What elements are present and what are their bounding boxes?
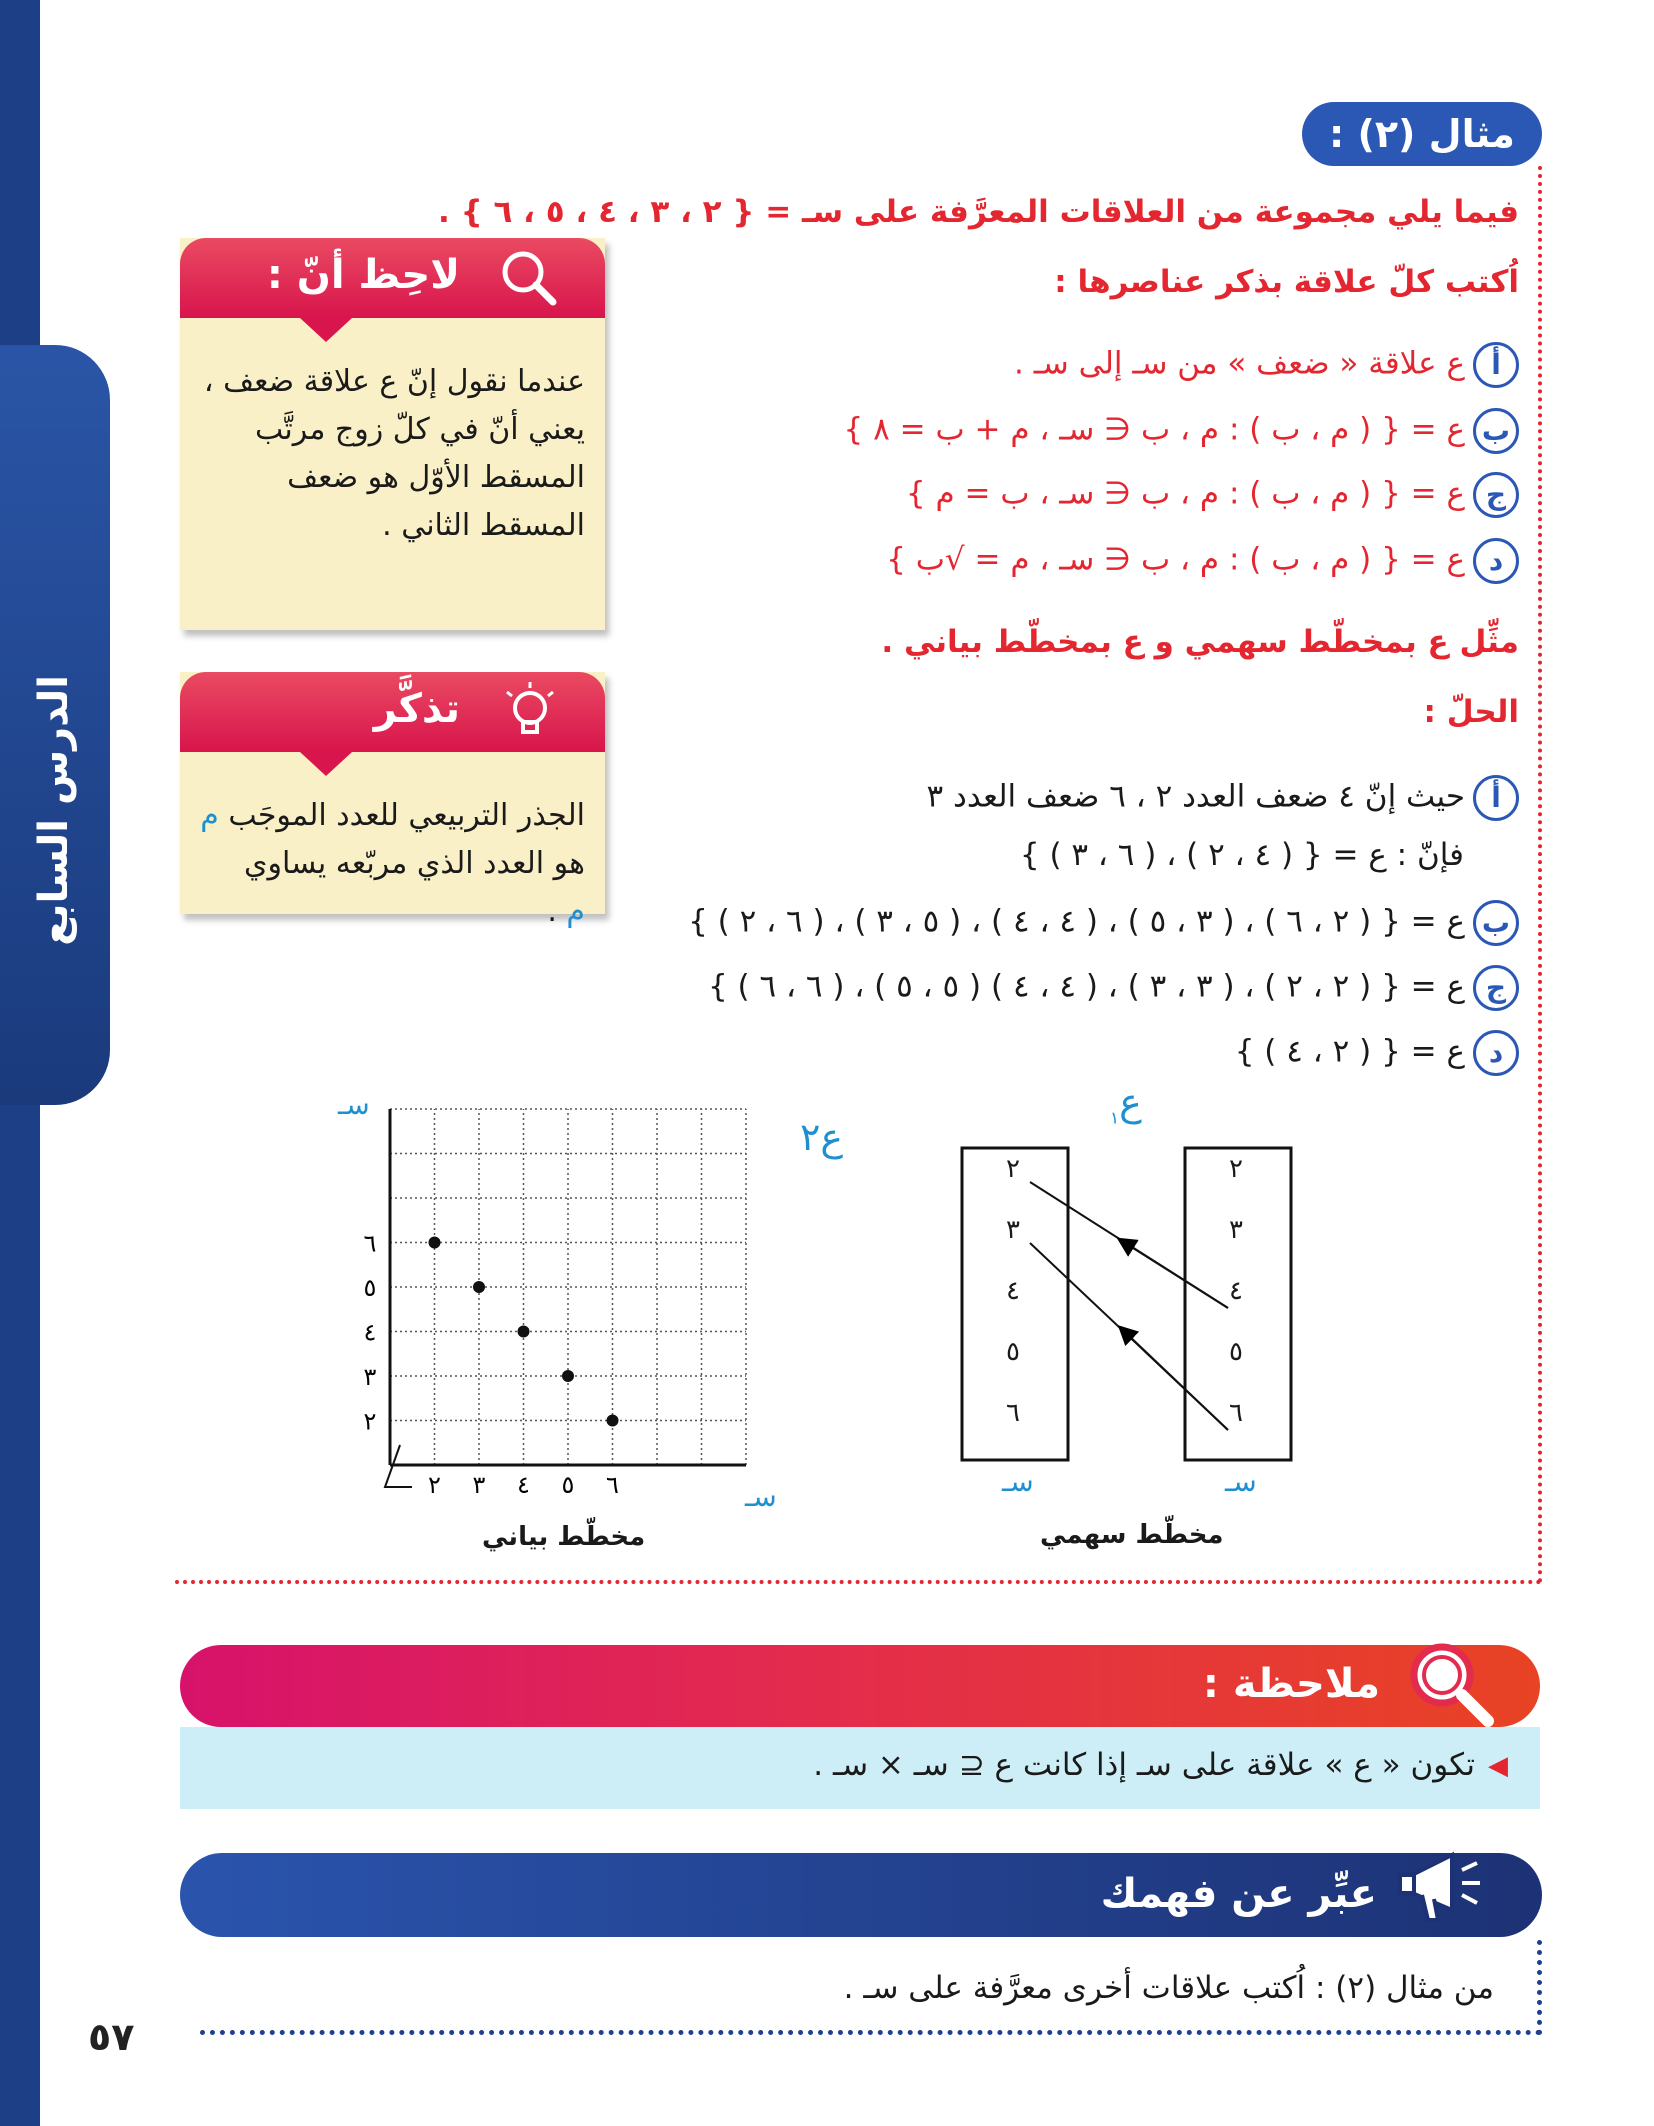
solution-title: الحلّ : [1423, 694, 1519, 730]
lesson-tab [0, 345, 110, 1105]
question-text-c: ع = { ( م ، ب ) : م ، ب ∈ سـ ، ب = م } [905, 475, 1465, 512]
express-text: من مثال (٢) : اُكتب علاقات أخرى معرَّفة على سـ . [843, 1970, 1494, 2006]
x-tick-label: ٦ [606, 1471, 619, 1499]
solution-text-b: ع = { ( ٢ ، ٦ ) ، ( ٣ ، ٥ ) ، ( ٤ ، ٤ ) ، ( ٥ ، ٣ ) ، ( ٦ ، ٢ ) } [688, 903, 1465, 940]
solution-item-d [1235, 1030, 1519, 1076]
solution-text-d: ع = { ( ٢ ، ٤ ) } [1234, 1033, 1465, 1070]
remember-var-1: م [200, 798, 219, 833]
page-number: ٥٧ [88, 2015, 135, 2059]
question-text-a: ع علاقة « ضعف » من سـ إلى سـ . [1014, 345, 1465, 382]
remember-text-2: هو العدد الذي مربّعه يساوي [244, 846, 585, 881]
y-tick-label: ٢ [363, 1407, 377, 1436]
express-header [180, 1853, 1542, 1937]
relation-symbol: ع [1119, 1080, 1142, 1124]
data-point [429, 1237, 441, 1249]
notice-box-body: عندما نقول إنّ ع علاقة ضعف ، يعني أنّ في كلّ زوج مرتَّب المسقط الأوّل هو ضعف المسقط الثاني . [203, 364, 585, 543]
arrow-diagram-name [1110, 1080, 1142, 1129]
chart-svg [330, 1090, 850, 1510]
example-title: مثال (٢) : [1302, 102, 1542, 166]
cartesian-chart [330, 1090, 850, 1570]
remember-box-title: تذكَّر [373, 686, 460, 732]
question-item-a [1014, 342, 1519, 388]
chart-caption: مخطّط بياني [482, 1522, 646, 1552]
right-set-element: ٤ [1229, 1276, 1243, 1306]
question-text-d: ع = { ( م ، ب ) : م ، ب ∈ سـ ، م = √ب } [886, 541, 1465, 578]
solution-item-a-cont [1020, 835, 1464, 875]
arrow-diagram [940, 1080, 1310, 1560]
solution-item-c [708, 965, 1519, 1011]
item-label-b: ب [1473, 408, 1519, 454]
notice-box-header [180, 238, 605, 318]
remember-box-body [180, 752, 605, 929]
remember-box [180, 672, 605, 929]
x-tick-label: ٢ [428, 1471, 441, 1499]
y-tick-label: ٤ [363, 1318, 377, 1347]
question-item-c [906, 472, 1519, 518]
express-title: عبِّر عن فهمك [1100, 1871, 1377, 1917]
y-tick-label: ٦ [363, 1229, 377, 1258]
note-text: تكون « ع » علاقة على سـ إذا كانت ع ⊆ سـ × سـ . [813, 1747, 1475, 1783]
data-point [473, 1281, 485, 1293]
x-axis-label: سـ [745, 1480, 777, 1513]
chart-title: ع٢ [800, 1115, 844, 1159]
item-label-d: د [1473, 538, 1519, 584]
left-set-element: ٣ [1006, 1215, 1020, 1245]
remember-box-header [180, 672, 605, 752]
solution-text-c: ع = { ( ٢ ، ٢ ) ، ( ٣ ، ٣ ) ، ( ٤ ، ٤ ) ( ٥ ، ٥ ) ، ( ٦ ، ٦ ) } [707, 968, 1465, 1005]
y-axis-label: سـ [338, 1088, 370, 1121]
right-set-element: ٢ [1229, 1154, 1243, 1184]
solution-label-c: ج [1473, 965, 1519, 1011]
arrow-head-2 [1125, 1332, 1228, 1430]
x-tick-label: ٤ [517, 1471, 530, 1499]
note-body [180, 1727, 1540, 1809]
y-tick-label: ٥ [363, 1274, 377, 1302]
question-item-b [844, 408, 1519, 454]
solution-label-d: د [1473, 1030, 1519, 1076]
right-set-element: ٥ [1229, 1337, 1243, 1367]
solution-text-a: حيث إنّ ٤ ضعف العدد ٢ ، ٦ ضعف العدد ٣ [926, 778, 1465, 815]
item-label-c: ج [1473, 472, 1519, 518]
magnifier-icon [1400, 1633, 1500, 1733]
remember-text-1: الجذر التربيعي للعدد الموجَب [228, 798, 585, 833]
arrow-diagram-caption: مخطّط سهمي [1040, 1520, 1224, 1550]
notice-box [180, 238, 605, 630]
left-set-label: سـ [1002, 1465, 1034, 1498]
example-statement-1: فيما يلي مجموعة من العلاقات المعرَّفة على سـ = { ٢ ، ٣ ، ٤ ، ٥ ، ٦ } . [438, 194, 1519, 230]
question-text-b: ع = { ( م ، ب ) : م ، ب ∈ سـ ، م + ب = ٨ } [843, 411, 1465, 448]
right-set-label: سـ [1225, 1465, 1257, 1498]
represent-instruction: مثِّل ع بمخطّط سهمي و ع بمخطّط بياني . [881, 624, 1519, 660]
note-title: ملاحظة : [1202, 1661, 1380, 1707]
data-point [562, 1370, 574, 1382]
solution-item-a [927, 775, 1519, 821]
left-set-element: ٥ [1006, 1337, 1020, 1367]
data-point [518, 1326, 530, 1338]
arrow-head-1 [1125, 1243, 1228, 1308]
left-set-element: ٢ [1006, 1154, 1020, 1184]
right-set-element: ٣ [1229, 1215, 1243, 1245]
lesson-tab-label: الدرس السابع [31, 675, 77, 946]
remember-box-notch [300, 752, 352, 776]
left-set-element: ٤ [1006, 1276, 1020, 1306]
solution-text-a-cont: فإنّ : ع = { ( ٤ ، ٢ ) ، ( ٦ ، ٣ ) } [1019, 837, 1464, 873]
right-set-element: ٦ [1229, 1398, 1243, 1428]
lightbulb-icon [495, 678, 565, 748]
notice-box-notch [300, 318, 352, 342]
relation-subscript: ١ [1110, 1108, 1120, 1129]
example-statement-2: اُكتب كلّ علاقة بذكر عناصرها : [1054, 264, 1519, 300]
remember-var-2: م [566, 894, 585, 929]
megaphone-icon [1392, 1835, 1492, 1935]
solution-label-b: ب [1473, 900, 1519, 946]
data-point [607, 1415, 619, 1427]
y-tick-label: ٣ [363, 1363, 377, 1391]
solution-item-b [688, 900, 1519, 946]
note-header [180, 1645, 1540, 1727]
x-tick-label: ٣ [472, 1471, 486, 1499]
item-label-a: أ [1473, 342, 1519, 388]
notice-box-title: لاحِظ أنّ : [266, 252, 460, 298]
left-set-element: ٦ [1006, 1398, 1020, 1428]
remember-period: . [547, 894, 567, 929]
solution-label-a: أ [1473, 775, 1519, 821]
magnifier-icon [495, 244, 565, 314]
arrow-diagram-svg [940, 1090, 1310, 1510]
x-tick-label: ٥ [561, 1471, 575, 1499]
bullet-triangle-icon: ◀ [1488, 1751, 1508, 1781]
question-item-d [886, 538, 1519, 584]
